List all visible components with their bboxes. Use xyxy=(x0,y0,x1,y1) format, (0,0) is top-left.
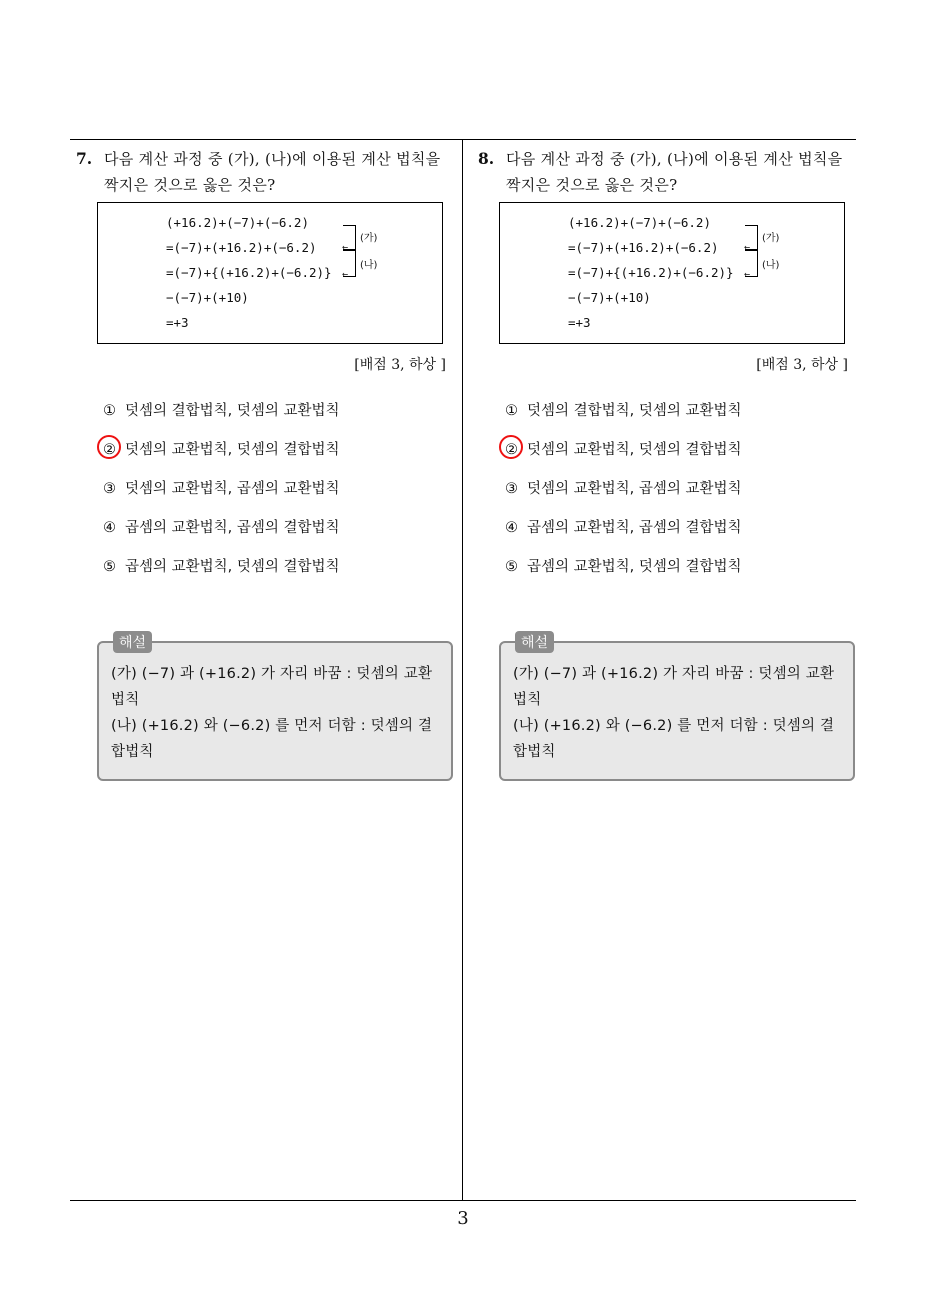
arrow-left-icon: ← xyxy=(342,269,349,280)
question-number: 8. xyxy=(478,149,495,168)
calc-line: −(−7)+(+10) xyxy=(166,290,249,305)
label-ga: (가) xyxy=(762,233,780,244)
solution-line: (가) (−7) 과 (+16.2) 가 자리 바꿈 : 덧셈의 교환 xyxy=(111,666,433,682)
option-mark: ③ xyxy=(103,481,116,497)
option-5[interactable] xyxy=(103,556,456,595)
solution-box xyxy=(499,635,855,781)
option-3[interactable] xyxy=(505,478,858,517)
calc-line: =(−7)+(+16.2)+(−6.2) xyxy=(568,240,719,255)
answer-options xyxy=(478,400,858,595)
option-text: 덧셈의 결합법칙, 덧셈의 교환법칙 xyxy=(125,403,340,419)
option-text: 곱셈의 교환법칙, 곱셈의 결합법칙 xyxy=(125,520,340,536)
solution-line: (나) (+16.2) 와 (−6.2) 를 먼저 더함 : 덧셈의 결 xyxy=(513,718,835,734)
bottom-rule xyxy=(70,1200,856,1201)
option-mark: ② xyxy=(103,442,116,458)
solution-line: (나) (+16.2) 와 (−6.2) 를 먼저 더함 : 덧셈의 결 xyxy=(111,718,433,734)
calc-line: =(−7)+(+16.2)+(−6.2) xyxy=(166,240,317,255)
question-8 xyxy=(478,146,858,781)
option-2[interactable] xyxy=(103,439,456,478)
option-mark: ④ xyxy=(505,520,518,536)
label-ga: (가) xyxy=(360,233,378,244)
option-4[interactable] xyxy=(103,517,456,556)
option-3[interactable] xyxy=(103,478,456,517)
score-info: [배점 3, 하상 ] xyxy=(354,357,446,373)
option-mark: ⑤ xyxy=(505,559,518,575)
answer-circle-icon xyxy=(97,435,121,459)
option-text: 덧셈의 교환법칙, 곱셈의 교환법칙 xyxy=(527,481,742,497)
question-number: 7. xyxy=(76,149,93,168)
solution-line: 법칙 xyxy=(513,692,542,708)
option-5[interactable] xyxy=(505,556,858,595)
question-text-line2: 짝지은 것으로 옳은 것은? xyxy=(104,176,276,194)
calc-line: −(−7)+(+10) xyxy=(568,290,651,305)
option-text: 곱셈의 교환법칙, 곱셈의 결합법칙 xyxy=(527,520,742,536)
question-7-header xyxy=(76,146,456,198)
question-text-line1: 다음 계산 과정 중 (가), (나)에 이용된 계산 법칙을 xyxy=(506,150,843,168)
option-4[interactable] xyxy=(505,517,858,556)
solution-box xyxy=(97,635,453,781)
calc-line: =(−7)+{(+16.2)+(−6.2)} xyxy=(166,265,332,280)
solution-line: (가) (−7) 과 (+16.2) 가 자리 바꿈 : 덧셈의 교환 xyxy=(513,666,835,682)
score-info: [배점 3, 하상 ] xyxy=(756,357,848,373)
option-text: 곱셈의 교환법칙, 덧셈의 결합법칙 xyxy=(527,559,742,575)
arrow-left-icon: ← xyxy=(744,242,751,253)
label-na: (나) xyxy=(762,260,780,271)
calculation-box xyxy=(97,202,443,344)
option-mark: ⑤ xyxy=(103,559,116,575)
option-mark: ① xyxy=(103,403,116,419)
option-text: 곱셈의 교환법칙, 덧셈의 결합법칙 xyxy=(125,559,340,575)
solution-line: 합법칙 xyxy=(513,744,556,760)
calculation-box xyxy=(499,202,845,344)
solution-tab: 해설 xyxy=(113,631,152,653)
solution-line: 법칙 xyxy=(111,692,140,708)
option-mark: ③ xyxy=(505,481,518,497)
option-text: 덧셈의 교환법칙, 곱셈의 교환법칙 xyxy=(125,481,340,497)
column-divider xyxy=(462,139,463,1201)
top-rule xyxy=(70,139,856,140)
question-8-header xyxy=(478,146,858,198)
option-2[interactable] xyxy=(505,439,858,478)
calc-line: (+16.2)+(−7)+(−6.2) xyxy=(568,215,711,230)
calc-line: (+16.2)+(−7)+(−6.2) xyxy=(166,215,309,230)
calc-line: =+3 xyxy=(568,315,591,330)
option-text: 덧셈의 결합법칙, 덧셈의 교환법칙 xyxy=(527,403,742,419)
answer-circle-icon xyxy=(499,435,523,459)
label-na: (나) xyxy=(360,260,378,271)
calc-line: =+3 xyxy=(166,315,189,330)
option-text: 덧셈의 교환법칙, 덧셈의 결합법칙 xyxy=(527,442,742,458)
arrow-left-icon: ← xyxy=(744,269,751,280)
option-1[interactable] xyxy=(103,400,456,439)
option-mark: ① xyxy=(505,403,518,419)
option-1[interactable] xyxy=(505,400,858,439)
answer-options xyxy=(76,400,456,595)
question-text-line2: 짝지은 것으로 옳은 것은? xyxy=(506,176,678,194)
question-7 xyxy=(76,146,456,781)
solution-line: 합법칙 xyxy=(111,744,154,760)
question-text-line1: 다음 계산 과정 중 (가), (나)에 이용된 계산 법칙을 xyxy=(104,150,441,168)
solution-tab: 해설 xyxy=(515,631,554,653)
arrow-left-icon: ← xyxy=(342,242,349,253)
option-text: 덧셈의 교환법칙, 덧셈의 결합법칙 xyxy=(125,442,340,458)
option-mark: ④ xyxy=(103,520,116,536)
option-mark: ② xyxy=(505,442,518,458)
calc-line: =(−7)+{(+16.2)+(−6.2)} xyxy=(568,265,734,280)
page-number: 3 xyxy=(457,1208,469,1229)
